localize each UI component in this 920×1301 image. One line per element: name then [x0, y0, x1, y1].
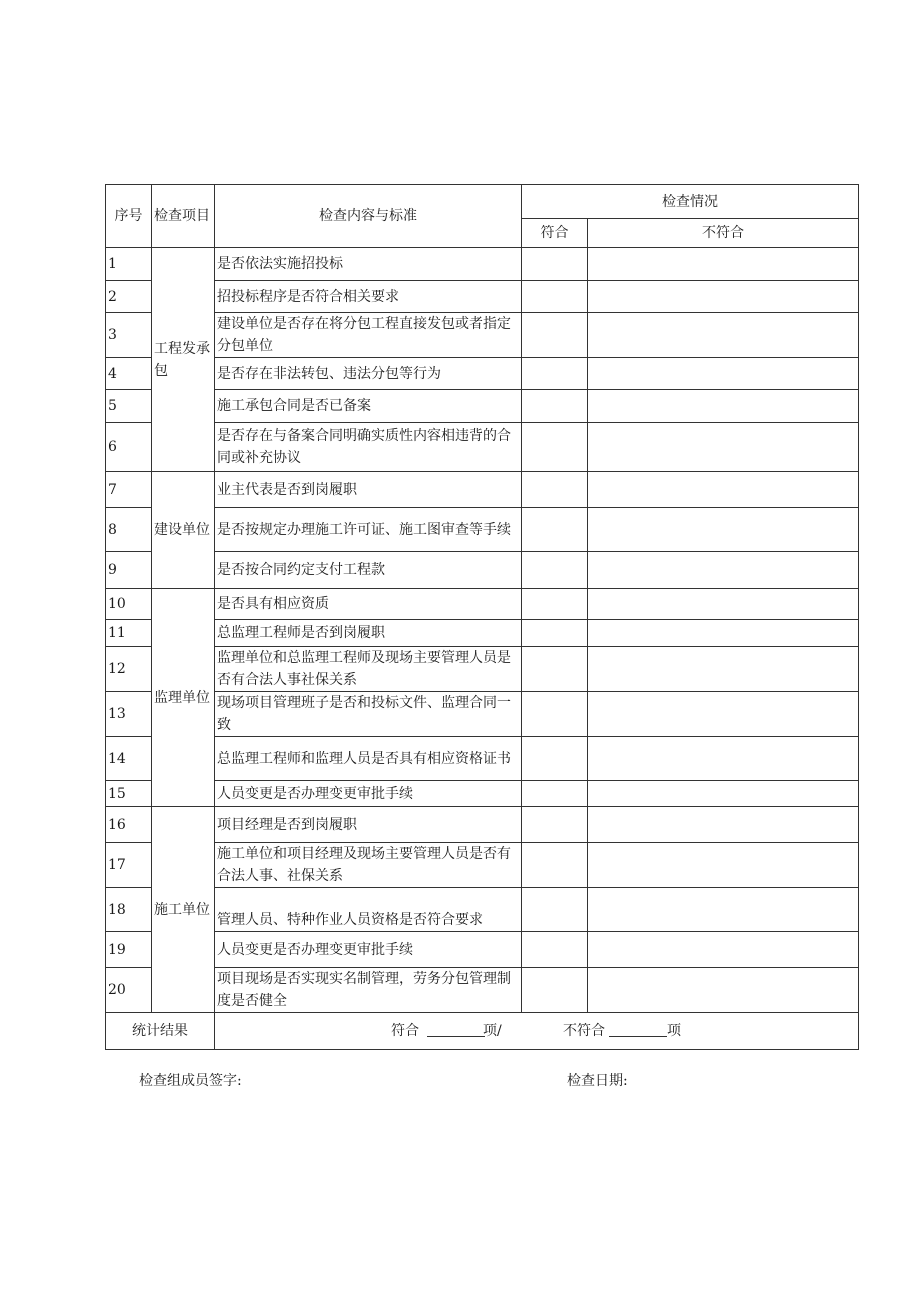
row-content: 项目现场是否实现实名制管理，劳务分包管理制度是否健全: [215, 968, 522, 1013]
pass-cell[interactable]: [522, 423, 588, 472]
fail-cell[interactable]: [588, 313, 859, 358]
row-no: 3: [106, 313, 152, 358]
header-content: 检查内容与标准: [215, 185, 522, 248]
table-row: [106, 552, 859, 589]
row-no: 6: [106, 423, 152, 472]
fail-cell[interactable]: [588, 737, 859, 781]
table-row: [106, 472, 859, 508]
group-label-contractor: 施工单位: [152, 807, 215, 1013]
row-content: 监理单位和总监理工程师及现场主要管理人员是否有合法人事社保关系: [215, 647, 522, 692]
pass-cell[interactable]: [522, 248, 588, 281]
row-no: 11: [106, 620, 152, 647]
fail-cell[interactable]: [588, 932, 859, 968]
row-no: 9: [106, 552, 152, 589]
summary-fail-label: 不符合: [563, 1023, 605, 1039]
row-content: 招投标程序是否符合相关要求: [215, 281, 522, 313]
table-row: [106, 692, 859, 737]
row-no: 7: [106, 472, 152, 508]
fail-cell[interactable]: [588, 508, 859, 552]
summary-row: [106, 1013, 859, 1050]
summary-pass-blank[interactable]: [427, 1020, 485, 1037]
fail-cell[interactable]: [588, 888, 859, 932]
pass-cell[interactable]: [522, 313, 588, 358]
row-content: 是否存在非法转包、违法分包等行为: [215, 358, 522, 390]
fail-cell[interactable]: [588, 620, 859, 647]
group-label-supervisor: 监理单位: [152, 589, 215, 807]
row-no: 15: [106, 781, 152, 807]
pass-cell[interactable]: [522, 390, 588, 423]
row-no: 14: [106, 737, 152, 781]
row-content: 业主代表是否到岗履职: [215, 472, 522, 508]
row-content: 人员变更是否办理变更审批手续: [215, 932, 522, 968]
row-content: 总监理工程师和监理人员是否具有相应资格证书: [215, 737, 522, 781]
fail-cell[interactable]: [588, 248, 859, 281]
pass-cell[interactable]: [522, 843, 588, 888]
pass-cell[interactable]: [522, 968, 588, 1013]
row-no: 10: [106, 589, 152, 620]
row-content: 现场项目管理班子是否和投标文件、监理合同一致: [215, 692, 522, 737]
header-pass: 符合: [522, 219, 588, 248]
header-situation: 检查情况: [522, 185, 859, 219]
fail-cell[interactable]: [588, 968, 859, 1013]
pass-cell[interactable]: [522, 589, 588, 620]
fail-cell[interactable]: [588, 281, 859, 313]
table-row: [106, 932, 859, 968]
table-row: [106, 281, 859, 313]
row-no: 19: [106, 932, 152, 968]
table-row: [106, 888, 859, 932]
row-no: 18: [106, 888, 152, 932]
table-row: [106, 423, 859, 472]
row-content: 是否具有相应资质: [215, 589, 522, 620]
fail-cell[interactable]: [588, 472, 859, 508]
table-row: [106, 843, 859, 888]
summary-cell: [215, 1013, 859, 1050]
group-label-owner: 建设单位: [152, 472, 215, 589]
fail-cell[interactable]: [588, 423, 859, 472]
table-row: [106, 589, 859, 620]
row-no: 17: [106, 843, 152, 888]
row-no: 1: [106, 248, 152, 281]
pass-cell[interactable]: [522, 781, 588, 807]
table-row: [106, 390, 859, 423]
fail-cell[interactable]: [588, 807, 859, 843]
row-content: 是否依法实施招投标: [215, 248, 522, 281]
fail-cell[interactable]: [588, 781, 859, 807]
table-row: [106, 737, 859, 781]
row-no: 2: [106, 281, 152, 313]
row-no: 20: [106, 968, 152, 1013]
inspection-table: [105, 184, 859, 1050]
fail-cell[interactable]: [588, 843, 859, 888]
row-content: 是否存在与备案合同明确实质性内容相违背的合同或补充协议: [215, 423, 522, 472]
row-no: 12: [106, 647, 152, 692]
pass-cell[interactable]: [522, 620, 588, 647]
pass-cell[interactable]: [522, 647, 588, 692]
fail-cell[interactable]: [588, 552, 859, 589]
pass-cell[interactable]: [522, 932, 588, 968]
pass-cell[interactable]: [522, 552, 588, 589]
inspection-date-label: 检查日期:: [567, 1073, 628, 1089]
summary-fail-blank[interactable]: [609, 1020, 667, 1037]
row-content: 人员变更是否办理变更审批手续: [215, 781, 522, 807]
row-content: 施工承包合同是否已备案: [215, 390, 522, 423]
row-content: 总监理工程师是否到岗履职: [215, 620, 522, 647]
header-item: 检查项目: [152, 185, 215, 248]
row-content: 是否按合同约定支付工程款: [215, 552, 522, 589]
table-row: [106, 508, 859, 552]
row-no: 5: [106, 390, 152, 423]
row-no: 4: [106, 358, 152, 390]
row-content: 是否按规定办理施工许可证、施工图审查等手续: [215, 508, 522, 552]
table-row: [106, 248, 859, 281]
fail-cell[interactable]: [588, 358, 859, 390]
pass-cell[interactable]: [522, 807, 588, 843]
table-row: [106, 968, 859, 1013]
fail-cell[interactable]: [588, 647, 859, 692]
pass-cell[interactable]: [522, 888, 588, 932]
pass-cell[interactable]: [522, 692, 588, 737]
table-row: [106, 358, 859, 390]
table-row: [106, 313, 859, 358]
summary-label: 统计结果: [106, 1013, 215, 1050]
fail-cell[interactable]: [588, 390, 859, 423]
row-content: 管理人员、特种作业人员资格是否符合要求: [215, 888, 522, 932]
row-no: 16: [106, 807, 152, 843]
summary-pass-label: 符合: [391, 1023, 419, 1039]
row-content: 项目经理是否到岗履职: [215, 807, 522, 843]
pass-cell[interactable]: [522, 737, 588, 781]
fail-cell[interactable]: [588, 692, 859, 737]
group-label-contract: 工程发承包: [152, 248, 215, 472]
pass-cell[interactable]: [522, 472, 588, 508]
table-row: [106, 781, 859, 807]
table-row: [106, 620, 859, 647]
row-no: 13: [106, 692, 152, 737]
header-fail: 不符合: [588, 219, 859, 248]
fail-cell[interactable]: [588, 589, 859, 620]
pass-cell[interactable]: [522, 281, 588, 313]
row-content: 施工单位和项目经理及现场主要管理人员是否有合法人事、社保关系: [215, 843, 522, 888]
row-content: 建设单位是否存在将分包工程直接发包或者指定分包单位: [215, 313, 522, 358]
summary-unit1: 项/: [483, 1023, 502, 1039]
table-row: [106, 647, 859, 692]
members-signature-label: 检查组成员签字:: [139, 1073, 242, 1089]
table-row: [106, 807, 859, 843]
pass-cell[interactable]: [522, 358, 588, 390]
pass-cell[interactable]: [522, 508, 588, 552]
summary-unit2: 项: [667, 1023, 681, 1039]
row-no: 8: [106, 508, 152, 552]
header-seq: 序号: [106, 185, 152, 248]
